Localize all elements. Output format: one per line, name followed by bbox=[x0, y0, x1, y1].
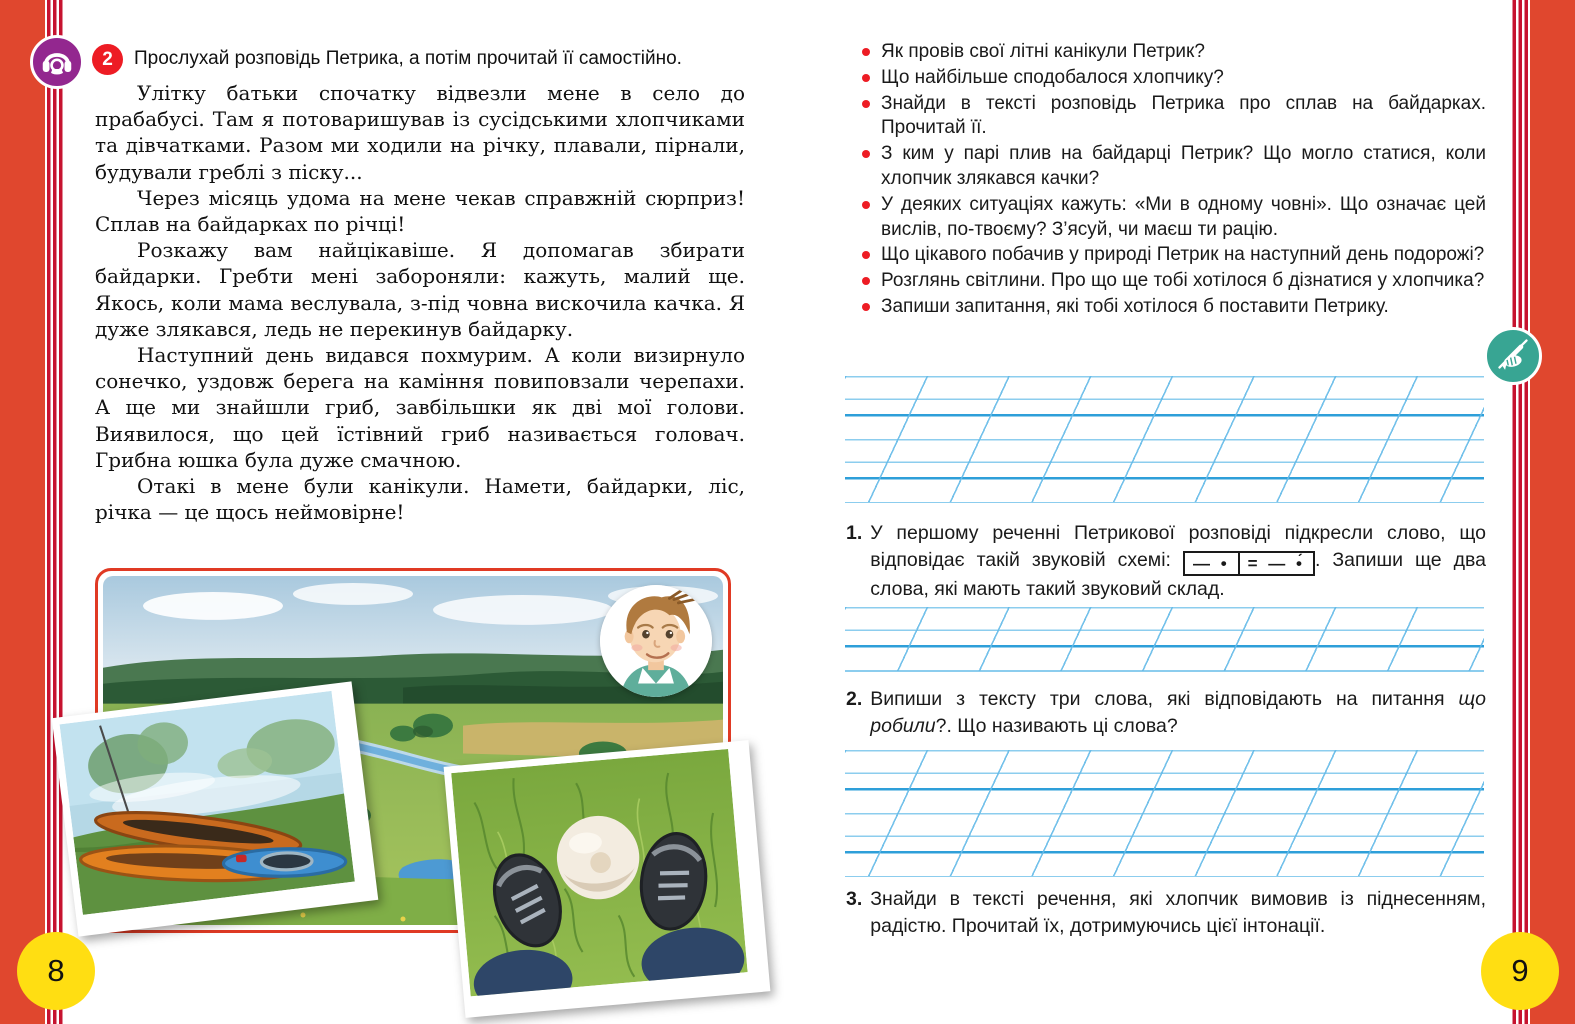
bullet-icon bbox=[862, 277, 870, 285]
avatar bbox=[600, 585, 712, 697]
exercise-number: 2 bbox=[102, 48, 113, 70]
list-item bbox=[862, 66, 1486, 91]
story-paragraph: Наступний день видався похмурим. А коли визирнуло сонечко, уздовж берега на каміння повиповзали черепахи. А ще ми знайшли гриб, завбільшки як дві мої голови. Виявилося, що цей їстівний гриб називається головач. Грибна юшка була дуже смачною. bbox=[95, 343, 745, 472]
story-paragraph: Розкажу вам найцікавіше. Я допомагав збирати байдарки. Гребти мені забороняли: кажуть, малий ще. Якось, коли мама веслувала, з-під човна вискочила качка. Я дуже злякався, ледь не перекинув байдарку. bbox=[95, 238, 745, 341]
photo-collage-frame bbox=[95, 568, 731, 933]
handwriting-practice-lines bbox=[845, 376, 1484, 503]
bullet-icon bbox=[862, 100, 870, 108]
handwriting-practice-lines bbox=[845, 750, 1484, 877]
handwriting-practice-lines bbox=[845, 607, 1484, 672]
story-paragraph: Улітку батьки спочатку відвезли мене в село до прабабусі. Там я потоваришував із сусідськими хлопчиками та дівчатками. Разом ми ходили на річку, плавали, пірнали, будували греблі з піску... bbox=[95, 81, 745, 184]
exercise-number-badge bbox=[92, 44, 123, 75]
task-text-before: Випиши з тексту три слова, які відповідають на питання bbox=[870, 688, 1445, 710]
pen-writing-icon bbox=[1494, 335, 1532, 378]
list-item bbox=[862, 193, 1486, 243]
writing-task-badge bbox=[1484, 327, 1542, 385]
cartoon-boy-face bbox=[600, 585, 712, 697]
task-text-before: У першому реченні Петрикової розповіді підкресли слово, що відповідає такій звуковій схемі: bbox=[870, 522, 1486, 571]
task-1 bbox=[846, 520, 1486, 603]
task-number: 1. bbox=[846, 522, 863, 544]
bullet-icon bbox=[862, 74, 870, 82]
list-item bbox=[862, 295, 1486, 320]
task-text bbox=[870, 520, 1486, 603]
sound-scheme-box bbox=[1183, 551, 1315, 576]
question-text: З ким у парі плив на байдарці Петрик? Що могло статися, коли хлопчик злякався качки? bbox=[881, 143, 1486, 189]
list-item bbox=[862, 243, 1486, 268]
sound-scheme-cell: — • bbox=[1192, 554, 1230, 573]
story-paragraph: Через місяць удома на мене чекав справжній сюрприз! Сплав на байдарках по річці! bbox=[95, 185, 745, 237]
list-item bbox=[862, 40, 1486, 65]
list-item bbox=[862, 269, 1486, 294]
kayaks-photo bbox=[52, 681, 379, 936]
question-text: Що цікавого побачив у природі Петрик на наступний день подорожі? bbox=[881, 244, 1485, 266]
bullet-icon bbox=[862, 150, 870, 158]
headphones-icon bbox=[39, 42, 75, 83]
bullet-icon bbox=[862, 48, 870, 56]
question-text: Як провів свої літні канікули Петрик? bbox=[881, 41, 1205, 62]
right-page-decorative-border bbox=[1511, 0, 1575, 1024]
task-text: Знайди в тексті речення, які хлопчик вимовив із піднесенням, радістю. Прочитай їх, дотримуючись цієї інтонації. bbox=[870, 888, 1486, 937]
page-number-8: 8 bbox=[47, 953, 65, 988]
left-page-decorative-border bbox=[0, 0, 64, 1024]
question-text: У деяких ситуаціях кажуть: «Ми в одному човні». Що означає цей вислів, по-твоєму? З’ясуй, чи маєш ти рацію. bbox=[881, 193, 1486, 240]
task-text bbox=[870, 686, 1486, 740]
task-number: 3. bbox=[846, 888, 863, 910]
list-item bbox=[862, 142, 1486, 192]
page-number-9: 9 bbox=[1511, 953, 1529, 988]
listen-audio-badge bbox=[30, 35, 84, 89]
question-text: Що найбільше сподобалося хлопчику? bbox=[881, 66, 1224, 88]
task-3 bbox=[846, 886, 1486, 940]
story-text bbox=[95, 80, 745, 525]
task-2 bbox=[846, 686, 1486, 740]
bullet-icon bbox=[862, 251, 870, 259]
list-item bbox=[862, 92, 1486, 142]
page-number-right bbox=[1481, 932, 1559, 1010]
story-paragraph: Отакі в мене були канікули. Намети, байдарки, ліс, річка — це щось неймовірне! bbox=[95, 474, 745, 525]
page-number-left bbox=[17, 932, 95, 1010]
task-text-after: ?. Що називають ці слова? bbox=[935, 715, 1178, 737]
task-italic-phrase: що робили bbox=[870, 688, 1486, 737]
sound-scheme-cell: = — •́ bbox=[1238, 553, 1313, 574]
task-number: 2. bbox=[846, 688, 863, 710]
question-text: Розглянь світлини. Про що ще тобі хотілося б дізнатися у хлопчика? bbox=[881, 270, 1485, 292]
question-text: Знайди в тексті розповідь Петрика про сплав на байдарках. Прочитай її. bbox=[881, 92, 1486, 139]
mushroom-and-sneakers-photo bbox=[444, 740, 771, 1018]
bullet-icon bbox=[862, 201, 870, 209]
bullet-icon bbox=[862, 303, 870, 311]
exercise-instruction: Прослухай розповідь Петрика, а потім прочитай її самостійно. bbox=[134, 48, 682, 69]
question-text: Запиши запитання, які тобі хотілося б поставити Петрику. bbox=[881, 295, 1389, 317]
task-text-after: . Запиши ще два слова, які мають такий звуковий склад. bbox=[870, 549, 1487, 600]
question-list bbox=[862, 40, 1486, 321]
